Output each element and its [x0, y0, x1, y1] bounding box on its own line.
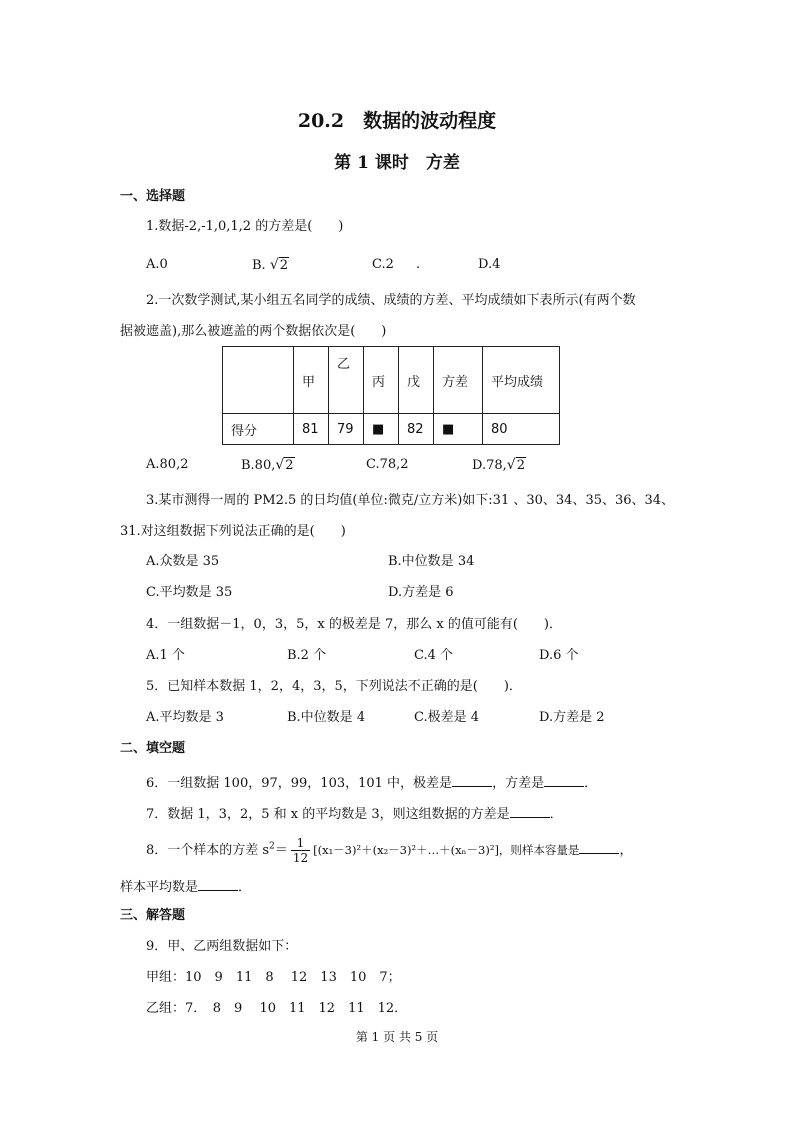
score-table-cell: ■ — [364, 414, 399, 445]
score-table-header-cell: 方差 — [434, 347, 483, 414]
question-7 — [146, 803, 563, 824]
q5-option-b: B.中位数是 4 — [287, 710, 366, 725]
sqrt-symbol: √2 — [269, 257, 289, 273]
q2-option-d — [472, 456, 526, 475]
page-subtitle: 第 1 课时 方差 — [334, 153, 460, 173]
question-8-line2 — [120, 876, 251, 897]
q6-text-1: 6．一组数据 100，97，99，103，101 中，极差是 — [146, 776, 453, 791]
q2-option-d-prefix: D.78, — [472, 458, 507, 473]
score-table-header-cell: 甲 — [294, 347, 329, 414]
q8-superscript: 2 — [269, 841, 275, 852]
q2-option-b — [241, 456, 295, 475]
question-1-stem: 1.数据-2,-1,0,1,2 的方差是( ) — [146, 219, 344, 234]
q7-text-1: 7．数据 1，3，2，5 和 x 的平均数是 3，则这组数据的方差是 — [146, 807, 510, 822]
q2-option-b-prefix: B.80, — [241, 458, 276, 473]
answer-blank[interactable] — [510, 803, 550, 818]
q1-option-a: A.0 — [146, 257, 168, 272]
question-2-stem-line1: 2.一次数学测试,某小组五名同学的成绩、成绩的方差、平均成绩如下表所示(有两个数 — [146, 293, 636, 308]
question-2-stem-line2: 据被遮盖),那么被遮盖的两个数据依次是( ) — [120, 324, 387, 339]
fraction-numerator: 1 — [291, 836, 310, 851]
score-table-cell: ■ — [434, 414, 483, 445]
q4-option-a: A.1 个 — [146, 648, 185, 663]
score-table-cell: 得分 — [223, 414, 294, 445]
q8-line2-end: ． — [238, 880, 252, 895]
score-table-header-cell: 平均成绩 — [483, 347, 560, 414]
q6-text-2: ，方差是 — [492, 776, 545, 791]
score-table-cell: 82 — [399, 414, 434, 445]
answer-blank[interactable] — [198, 876, 238, 891]
q3-option-a: A.众数是 35 — [146, 554, 220, 569]
question-9-stem: 9．甲、乙两组数据如下： — [146, 939, 298, 954]
sqrt-radicand: 2 — [285, 458, 294, 473]
score-table-header-cell — [223, 347, 294, 414]
fraction-denominator: 12 — [292, 851, 309, 865]
score-table-cell: 81 — [294, 414, 329, 445]
answer-blank[interactable] — [452, 772, 492, 787]
sqrt-symbol: √2 — [506, 457, 525, 473]
q3-option-d: D.方差是 6 — [388, 585, 454, 600]
question-3-stem-line2: 31.对这组数据下列说法正确的是( ) — [120, 524, 346, 539]
q9-group-yi: 乙组：7． 8 9 10 11 12 11 12． — [146, 1001, 408, 1016]
q1-option-c-dot: . — [416, 257, 421, 272]
q8-text-1: 8．一个样本的方差 s — [146, 843, 270, 858]
score-table-data-row — [223, 414, 560, 445]
sqrt-radicand: 2 — [279, 258, 289, 273]
q5-option-d: D.方差是 2 — [539, 710, 605, 725]
answer-blank[interactable] — [579, 839, 619, 854]
score-table-header-cell: 丙 — [364, 347, 399, 414]
fraction — [291, 836, 310, 865]
score-table-header-cell: 戊 — [399, 347, 434, 414]
score-table-cell: 79 — [329, 414, 364, 445]
q1-option-b-prefix: B. — [252, 258, 266, 273]
question-3-stem-line1: 3.某市测得一周的 PM2.5 的日均值(单位:微克/立方米)如下:31 、30、34、35、36、34、 — [146, 493, 675, 508]
page-title: 20.2 数据的波动程度 — [297, 110, 497, 132]
question-6 — [146, 772, 597, 793]
q8-text-2: ， — [619, 843, 633, 858]
q1-option-b — [252, 256, 289, 275]
q4-option-d: D.6 个 — [539, 648, 579, 663]
section-heading-choice: 一、选择题 — [120, 189, 186, 204]
score-table-cell: 80 — [483, 414, 560, 445]
score-table — [222, 346, 560, 445]
page-footer: 第 1 页 共 5 页 — [355, 1030, 439, 1044]
score-table-header-cell: 乙 — [329, 347, 364, 414]
q5-option-a: A.平均数是 3 — [146, 710, 224, 725]
section-heading-answer: 三、解答题 — [120, 908, 186, 923]
q3-option-c: C.平均数是 35 — [146, 585, 233, 600]
q8-line2-text: 样本平均数是 — [120, 880, 199, 895]
question-5-stem: 5．已知样本数据 1，2，4，3，5，下列说法不正确的是( )． — [146, 679, 522, 694]
q7-text-2: ． — [549, 807, 563, 822]
q4-option-b: B.2 个 — [287, 648, 327, 663]
question-8 — [146, 836, 632, 865]
q8-formula: [(x₁－3)²＋(x₂－3)²＋…＋(xₙ－3)²]，则样本容量是 — [313, 843, 580, 857]
q2-option-a: A.80,2 — [146, 457, 189, 472]
sqrt-radicand: 2 — [516, 458, 525, 473]
q5-option-c: C.极差是 4 — [414, 710, 480, 725]
sqrt-symbol: √2 — [275, 457, 294, 473]
q1-option-c-label: C.2 — [372, 257, 394, 272]
q1-option-d: D.4 — [478, 257, 501, 272]
q2-option-c: C.78,2 — [366, 457, 409, 472]
q9-group-jia: 甲组：10 9 11 8 12 13 10 7； — [146, 970, 401, 985]
q4-option-c: C.4 个 — [414, 648, 454, 663]
score-table-header-row — [223, 347, 560, 414]
q6-text-3: ． — [584, 776, 598, 791]
question-4-stem: 4．一组数据－1，0，3，5，x 的极差是 7，那么 x 的值可能有( )． — [146, 617, 562, 632]
q1-option-c — [372, 256, 420, 274]
q3-option-b: B.中位数是 34 — [388, 554, 475, 569]
answer-blank[interactable] — [544, 772, 584, 787]
section-heading-fill: 二、填空题 — [120, 741, 186, 756]
q8-equals: ＝ — [274, 843, 288, 858]
